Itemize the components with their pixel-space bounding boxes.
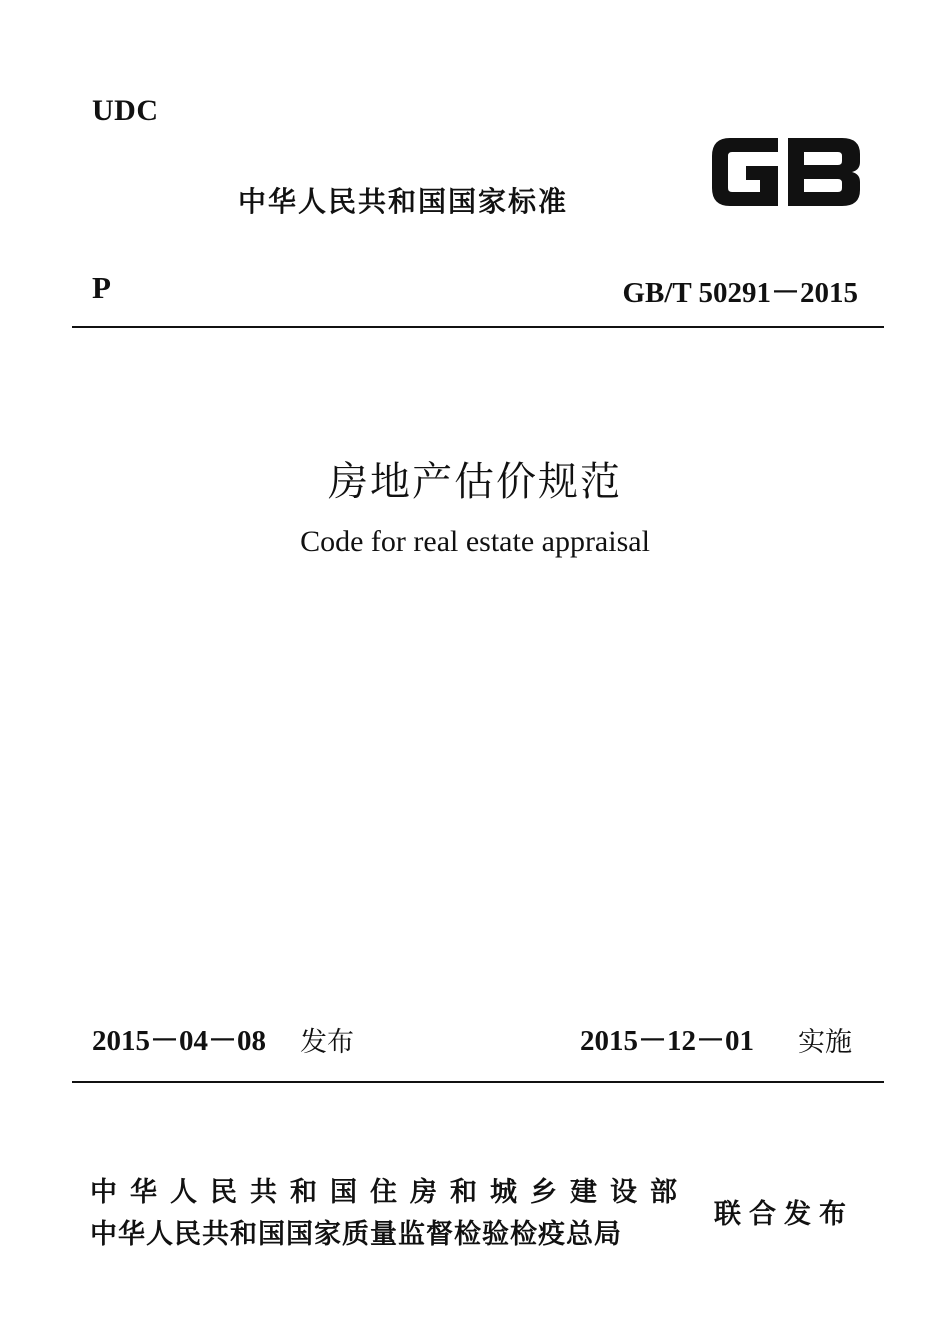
publisher-aqsiq: 中华人民共和国国家质量监督检验检疫总局 (90, 1219, 622, 1250)
standard-code: GB/T 50291－2015 (622, 277, 858, 309)
gb-logo (708, 132, 863, 212)
joint-publish-label: 联合发布 (714, 1199, 854, 1230)
publisher-ministry: 中华人民共和国住房和城乡建设部 (90, 1177, 690, 1208)
implement-date: 2015－12－01 (580, 1025, 755, 1057)
top-divider (72, 326, 884, 328)
issue-label: 发布 (300, 1027, 354, 1058)
implement-label: 实施 (798, 1027, 852, 1058)
bottom-divider (72, 1081, 884, 1083)
udc-label: UDC (92, 94, 159, 127)
issue-date: 2015－04－08 (92, 1025, 267, 1057)
category-code: P (92, 270, 111, 305)
standard-type: 中华人民共和国国家标准 (238, 185, 569, 218)
title-english: Code for real estate appraisal (300, 525, 650, 558)
title-chinese: 房地产估价规范 (328, 459, 622, 505)
